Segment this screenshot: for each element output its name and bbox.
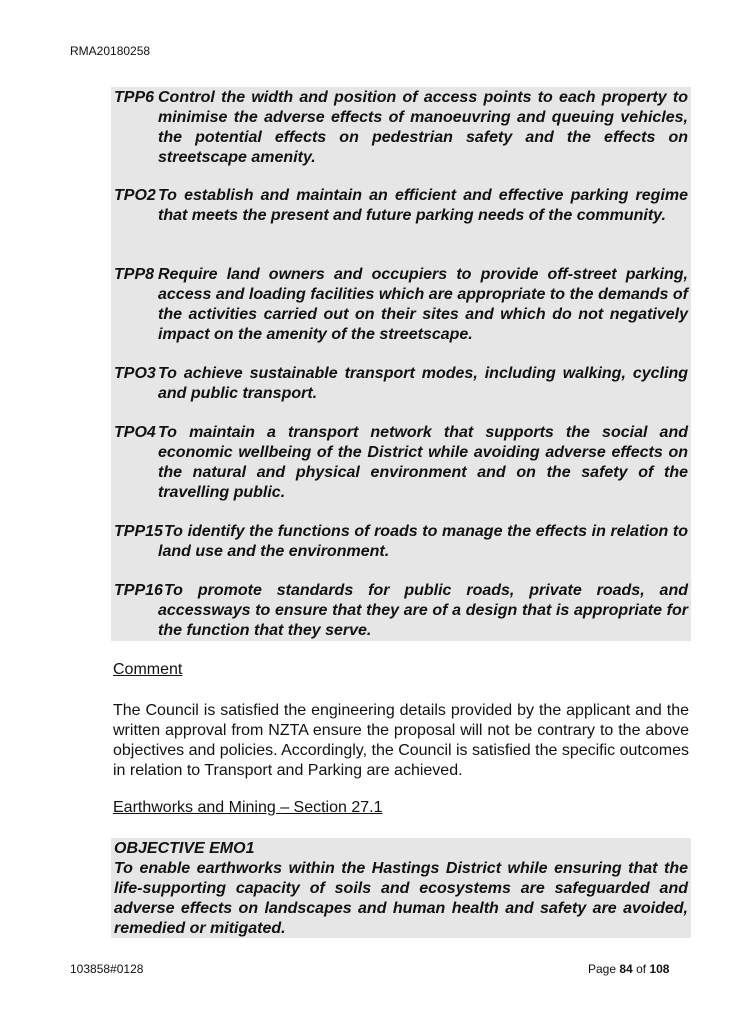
policy-item	[114, 581, 688, 641]
policy-text: To establish and maintain an efficient and effective parking regime that meets the present and future parking needs of the community.	[158, 187, 688, 224]
policy-item	[114, 88, 688, 168]
policy-code: TPP16	[114, 582, 163, 599]
policy-code: TPO2	[114, 187, 156, 204]
policy-text: To achieve sustainable transport modes, including walking, cycling and public transport.	[158, 365, 688, 402]
policy-item	[114, 265, 688, 345]
page-prefix: Page	[588, 962, 617, 976]
policy-item	[114, 186, 688, 226]
footer-doc-number: 103858#0128	[70, 962, 144, 976]
policy-text: To maintain a transport network that supports the social and economic wellbeing of the District while avoiding adverse effects on the natural and physical environment and on the safety of the travelling public.	[158, 424, 688, 501]
page-current: 84	[619, 962, 633, 976]
objective-text: To enable earthworks within the Hastings District while ensuring that the life-supporting capacity of soils and ecosystems are safeguarded and adverse effects on landscapes and human health and safety are avoided, remedied or mitigated.	[114, 860, 688, 937]
document-reference: RMA20180258	[70, 44, 151, 58]
policy-code: TPP15	[114, 523, 163, 540]
policy-item	[114, 364, 688, 404]
page-total: 108	[649, 962, 670, 976]
objective-title: OBJECTIVE EMO1	[114, 840, 255, 857]
policy-code: TPO4	[114, 424, 156, 441]
policy-item	[114, 423, 688, 503]
policies-block	[111, 87, 691, 641]
policy-code: TPP8	[114, 266, 155, 283]
comment-paragraph: The Council is satisfied the engineering details provided by the applicant and the written approval from NZTA ensure the proposal will not be contrary to the above objectives and policies. Accordingly, the Council is satisfied the specific outcomes in relation to Transport and Parking are achieved.	[113, 702, 689, 779]
page-of: of	[636, 962, 647, 976]
policy-text: To promote standards for public roads, private roads, and accessways to ensure that they are of a design that is appropriate for the function that they serve.	[158, 582, 688, 639]
comment-heading: Comment	[113, 661, 183, 678]
policy-text: Control the width and position of access points to each property to minimise the adverse effects of manoeuvring and queuing vehicles, the potential effects on pedestrian safety and the effects on streetscape amenity.	[158, 89, 688, 166]
page-number	[588, 962, 669, 976]
objective-block	[111, 838, 691, 938]
policy-text: Require land owners and occupiers to provide off-street parking, access and loading facilities which are appropriate to the demands of the activities carried out on their sites and which do not negatively impact on the amenity of the streetscape.	[158, 266, 688, 343]
policy-code: TPP6	[114, 89, 155, 106]
policy-text: To identify the functions of roads to manage the effects in relation to land use and the environment.	[158, 523, 688, 560]
policy-item	[114, 522, 688, 562]
earthworks-heading: Earthworks and Mining – Section 27.1	[113, 799, 383, 816]
policy-code: TPO3	[114, 365, 156, 382]
